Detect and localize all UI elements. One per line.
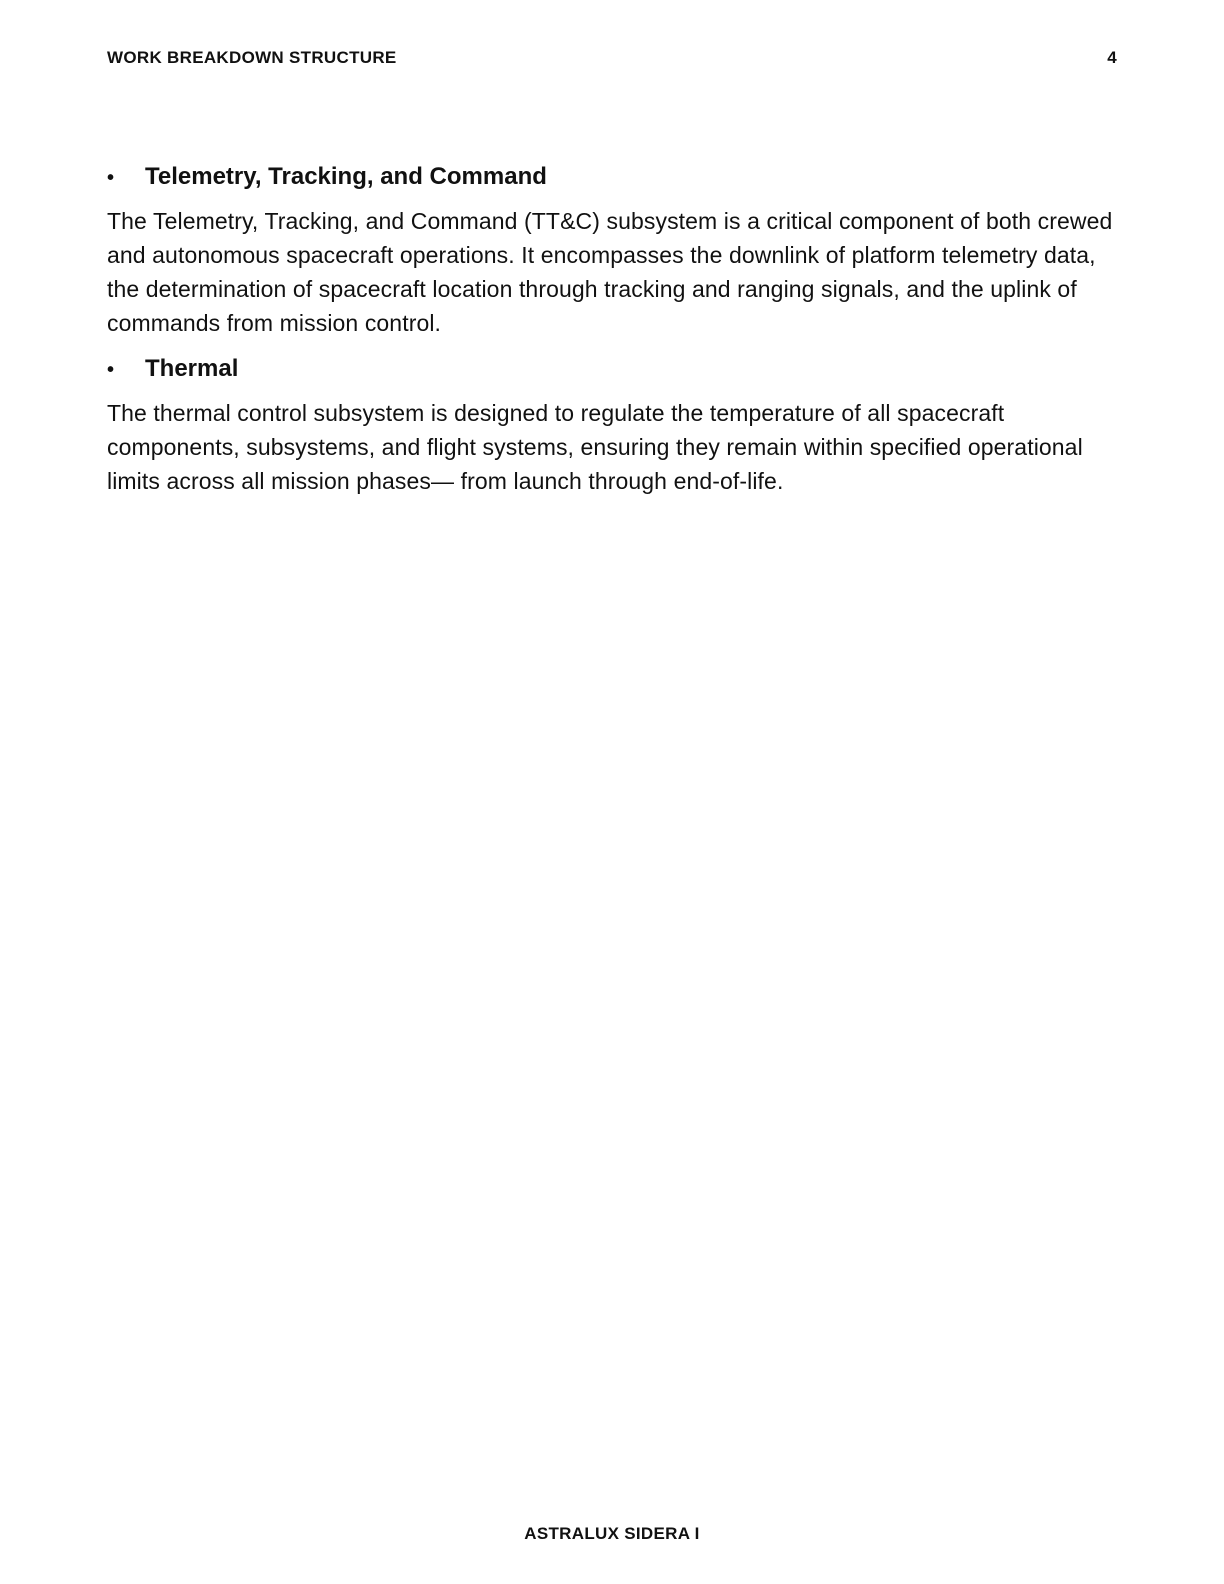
bullet-icon: • (107, 167, 115, 189)
page-footer: ASTRALUX SIDERA I (524, 1524, 700, 1543)
document-body (107, 160, 1117, 498)
page-number: 4 (1107, 48, 1117, 67)
section-heading: Telemetry, Tracking, and Command (145, 163, 547, 190)
section-paragraph-ttc: The Telemetry, Tracking, and Command (TT&C) subsystem is a critical component of both crewed and autonomous spacecraft operations. It encompasses the downlink of platform telemetry data, the determination of spacecraft location through tracking and ranging signals, and the uplink of commands from mission control. (107, 208, 1113, 336)
section-paragraph-thermal: The thermal control subsystem is designed to regulate the temperature of all spacecraft components, subsystems, and flight systems, ensuring they remain within specified operational limits across all mission phases— from launch through end-of-life. (107, 400, 1083, 494)
bullet-icon: • (107, 359, 115, 381)
section-heading: Thermal (145, 355, 239, 382)
bullet-heading-thermal (107, 352, 1117, 387)
header-title: WORK BREAKDOWN STRUCTURE (107, 48, 397, 67)
bullet-heading-ttc (107, 160, 1117, 195)
page-header (107, 48, 1117, 68)
